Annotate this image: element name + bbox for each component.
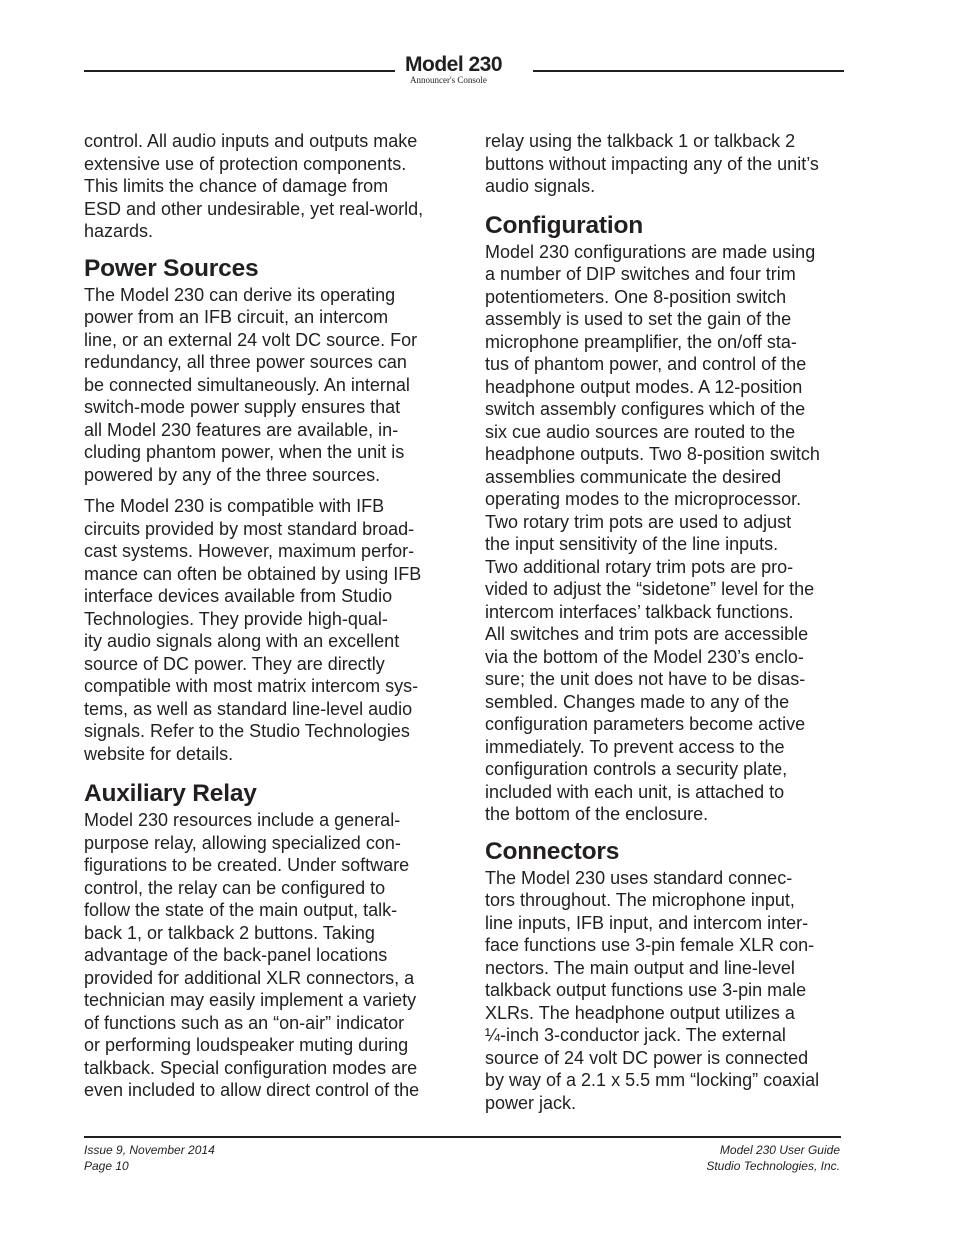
header-rule-right xyxy=(533,70,844,72)
configuration-paragraph: Model 230 configurations are made using a number of DIP switches and four trim potentiometers. One 8-position switch assembly is used to set the gain of the microphone preamplifier, the on/off sta- tus of phantom power, and control of the headphone output modes. A 12-position switch assembly configures which of the six cue audio sources are routed to the headphone outputs. Two 8-position switch assemblies communicate the desired operating modes to the microprocessor. Two rotary trim pots are used to adjust the input sensitivity of the line inputs. Two additional rotary trim pots are pro- vided to adjust the “sidetone” level for the intercom interfaces’ talkback functions. All switches and trim pots are accessible via the bottom of the Model 230’s enclo- sure; the unit does not have to be disas- sembled. Changes made to any of the configuration parameters become active immediately. To prevent access to the configuration controls a security plate, included with each unit, is attached to the bottom of the enclosure. xyxy=(485,241,820,824)
right-column xyxy=(485,130,847,1123)
power-sources-paragraph-1: The Model 230 can derive its operating power from an IFB circuit, an intercom line, or an external 24 volt DC source. For redundancy, all three power sources can be connected simultaneously. An internal switch-mode power supply ensures that all Model 230 features are available, in- cluding phantom power, when the unit is powered by any of the three sources. xyxy=(84,284,418,485)
footer-guide-company: Model 230 User Guide Studio Technologies, Inc. xyxy=(706,1143,840,1173)
header-logo xyxy=(405,54,525,85)
connectors-heading: Connectors xyxy=(485,837,620,865)
auxiliary-relay-heading: Auxiliary Relay xyxy=(84,780,257,807)
relay-continuation-paragraph: relay using the talkback 1 or talkback 2 buttons without impacting any of the unit’s audio signals. xyxy=(485,131,819,196)
configuration-heading: Configuration xyxy=(485,211,643,239)
left-column xyxy=(84,130,446,1111)
footer-issue-page: Issue 9, November 2014 Page 10 xyxy=(84,1143,215,1173)
power-sources-paragraph-2: The Model 230 is compatible with IFB circuits provided by most standard broad- cast systems. However, maximum perfor- mance can often be obtained by using IFB interface devices available from Studio Technologies. They provide high-qual- ity audio signals along with an excellent source of DC power. They are directly compatible with most matrix intercom sys- tems, as well as standard line-level audio signals. Refer to the Studio Technologies website for details. xyxy=(84,496,422,764)
auxiliary-relay-paragraph: Model 230 resources include a general- purpose relay, allowing specialized con- figurations to be created. Under software control, the relay can be configured to follow the state of the main output, talk- back 1, or talkback 2 buttons. Taking advantage of the back-panel locations provided for additional XLR connectors, a technician may easily implement a variety of functions such as an “on-air” indicator or performing loudspeaker muting during talkback. Special configuration modes are even included to allow direct control of the xyxy=(84,810,420,1100)
intro-paragraph: control. All audio inputs and outputs make extensive use of protection components. This limits the chance of damage from ESD and other undesirable, yet real-world, hazards. xyxy=(84,131,424,241)
header-rule-left xyxy=(84,70,395,72)
header-title: Model 230 xyxy=(405,53,503,76)
header-subtitle: Announcer's Console xyxy=(410,75,487,85)
power-sources-heading: Power Sources xyxy=(84,254,259,282)
connectors-paragraph: The Model 230 uses standard connec- tors throughout. The microphone input, line inputs, IFB input, and intercom inter- face functions use 3-pin female XLR con- nectors. The main output and line-level talkback output functions use 3-pin male XLRs. The headphone output utilizes a ¼-inch 3-conductor jack. The external source of 24 volt DC power is connected by way of a 2.1 x 5.5 mm “locking” coaxial power jack. xyxy=(485,867,820,1113)
footer-rule xyxy=(84,1136,841,1138)
